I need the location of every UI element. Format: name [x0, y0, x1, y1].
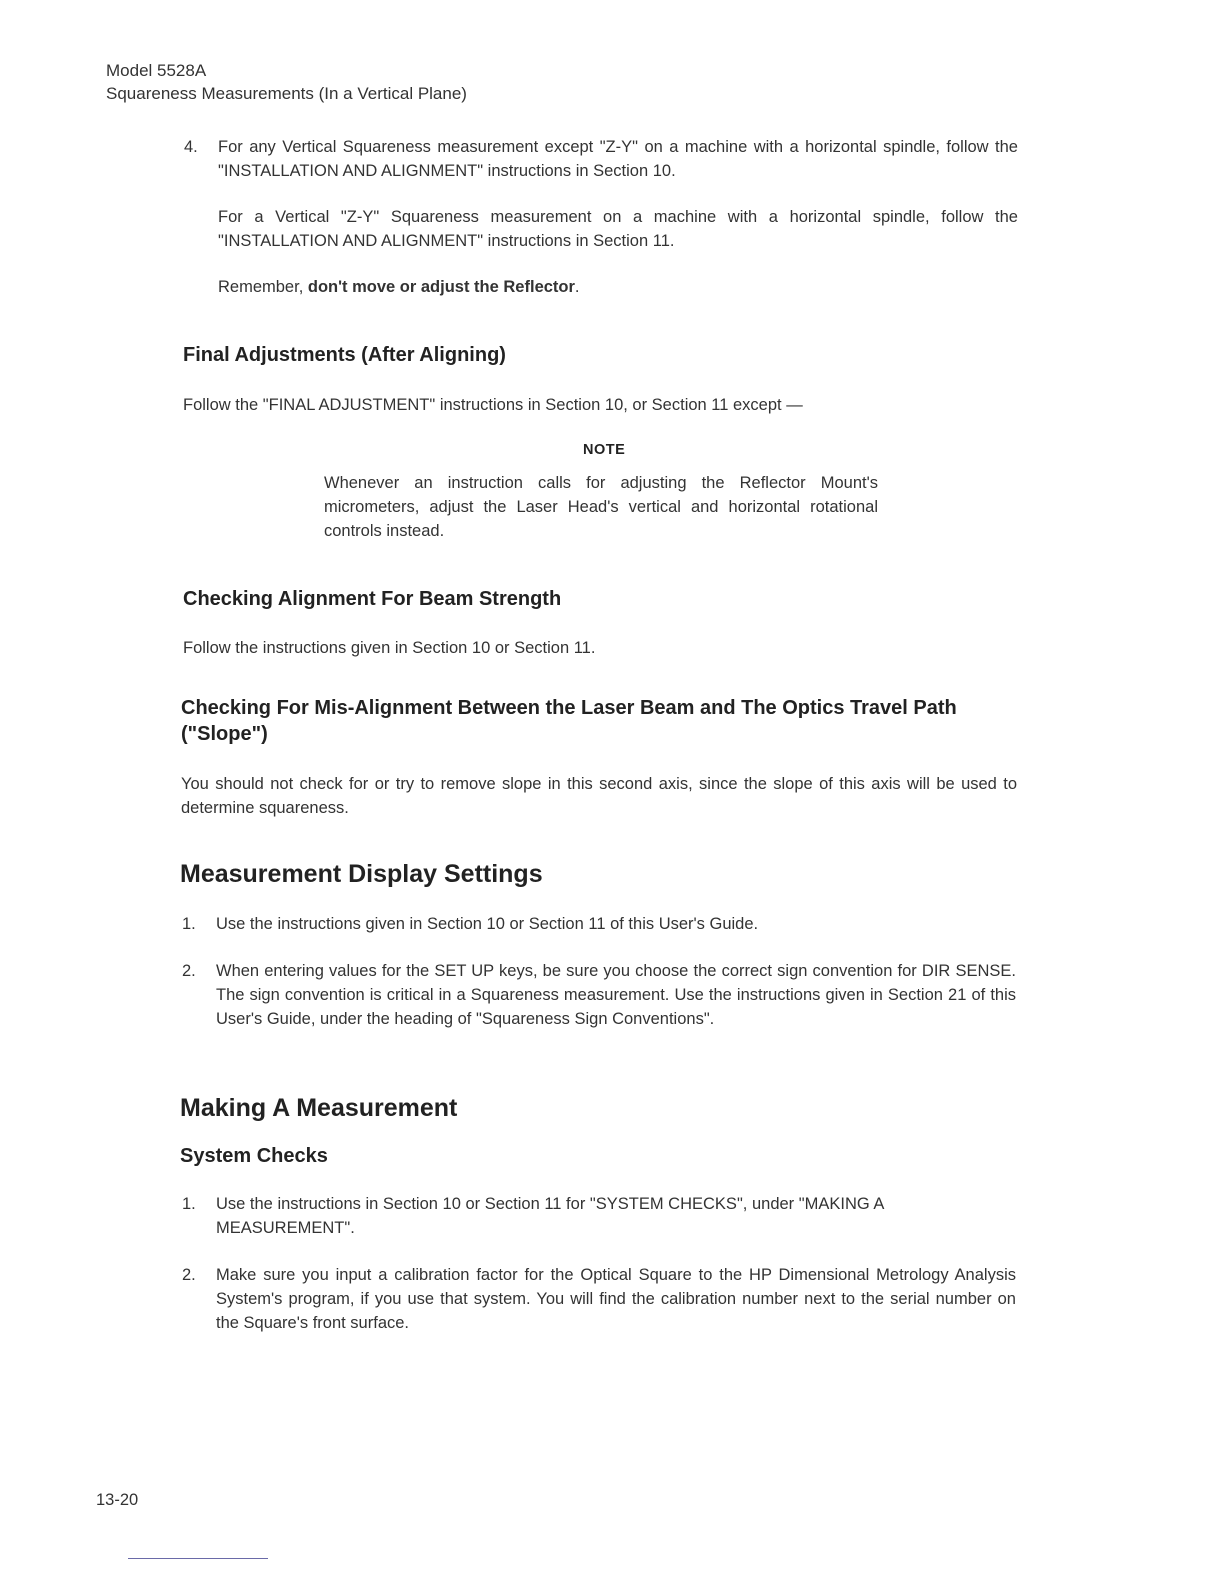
- remember-prefix: Remember,: [218, 278, 308, 296]
- list-item-number: 2.: [182, 962, 196, 980]
- page-number: 13-20: [96, 1491, 139, 1509]
- note-text: Whenever an instruction calls for adjusting the Reflector Mount's micrometers, adjust the Laser Head's vertical and horizontal rotational controls instead.: [324, 474, 878, 540]
- list-item-number: 1.: [182, 1195, 196, 1213]
- remember-emphasis: don't move or adjust the Reflector: [307, 278, 575, 296]
- list-item-number: 4.: [184, 138, 198, 156]
- sub-heading: System Checks: [180, 1145, 328, 1167]
- list-item-text: For any Vertical Squareness measurement except "Z-Y" on a machine with a horizontal spindle, follow the "INSTALLATION AND ALIGNMENT" instructions in Section 10.: [218, 138, 1018, 180]
- list-item-text: Use the instructions in Section 10 or Section 11 for "SYSTEM CHECKS", under "MAKING A MEASUREMENT".: [216, 1195, 884, 1237]
- section-heading: Checking For Mis-Alignment Between the Laser Beam and The Optics Travel Path ("Slope"): [181, 697, 957, 745]
- header-subtitle: Squareness Measurements (In a Vertical Plane): [106, 84, 467, 103]
- remember-paragraph: [218, 275, 1018, 299]
- list-item-number: 2.: [182, 1266, 196, 1284]
- note-title: NOTE: [583, 442, 626, 458]
- list-item: [182, 912, 1016, 936]
- list-item: [184, 135, 1018, 183]
- major-heading: Measurement Display Settings: [180, 860, 543, 888]
- major-heading: Making A Measurement: [180, 1094, 458, 1122]
- paragraph: Follow the instructions given in Section 10 or Section 11.: [183, 639, 596, 657]
- remember-suffix: .: [574, 278, 580, 296]
- section-heading: Final Adjustments (After Aligning): [183, 344, 506, 366]
- list-item: [182, 959, 1016, 1031]
- paragraph: For a Vertical "Z-Y" Squareness measurement on a machine with a horizontal spindle, follow the "INSTALLATION AND ALIGNMENT" instructions in Section 11.: [218, 208, 1018, 250]
- list-item-text: When entering values for the SET UP keys, be sure you choose the correct sign convention for DIR SENSE. The sign convention is critical in a Squareness measurement. Use the instructions given in Section 21 of this User's Guide, under the heading of "Squareness Sign Conventions".: [216, 962, 1016, 1028]
- paragraph: Follow the "FINAL ADJUSTMENT" instructions in Section 10, or Section 11 except —: [183, 396, 803, 414]
- header-model: Model 5528A: [106, 61, 207, 80]
- list-item-text: Make sure you input a calibration factor for the Optical Square to the HP Dimensional Metrology Analysis System's program, if you use that system. You will find the calibration number next to the serial number on the Square's front surface.: [216, 1266, 1016, 1332]
- list-item-text: Use the instructions given in Section 10 or Section 11 of this User's Guide.: [216, 915, 759, 933]
- list-item-number: 1.: [182, 915, 196, 933]
- list-item: [182, 1192, 1016, 1240]
- section-heading: Checking Alignment For Beam Strength: [183, 588, 562, 610]
- list-item: [182, 1263, 1016, 1335]
- paragraph: You should not check for or try to remove slope in this second axis, since the slope of this axis will be used to determine squareness.: [181, 775, 1017, 817]
- footer-divider: [128, 1558, 268, 1559]
